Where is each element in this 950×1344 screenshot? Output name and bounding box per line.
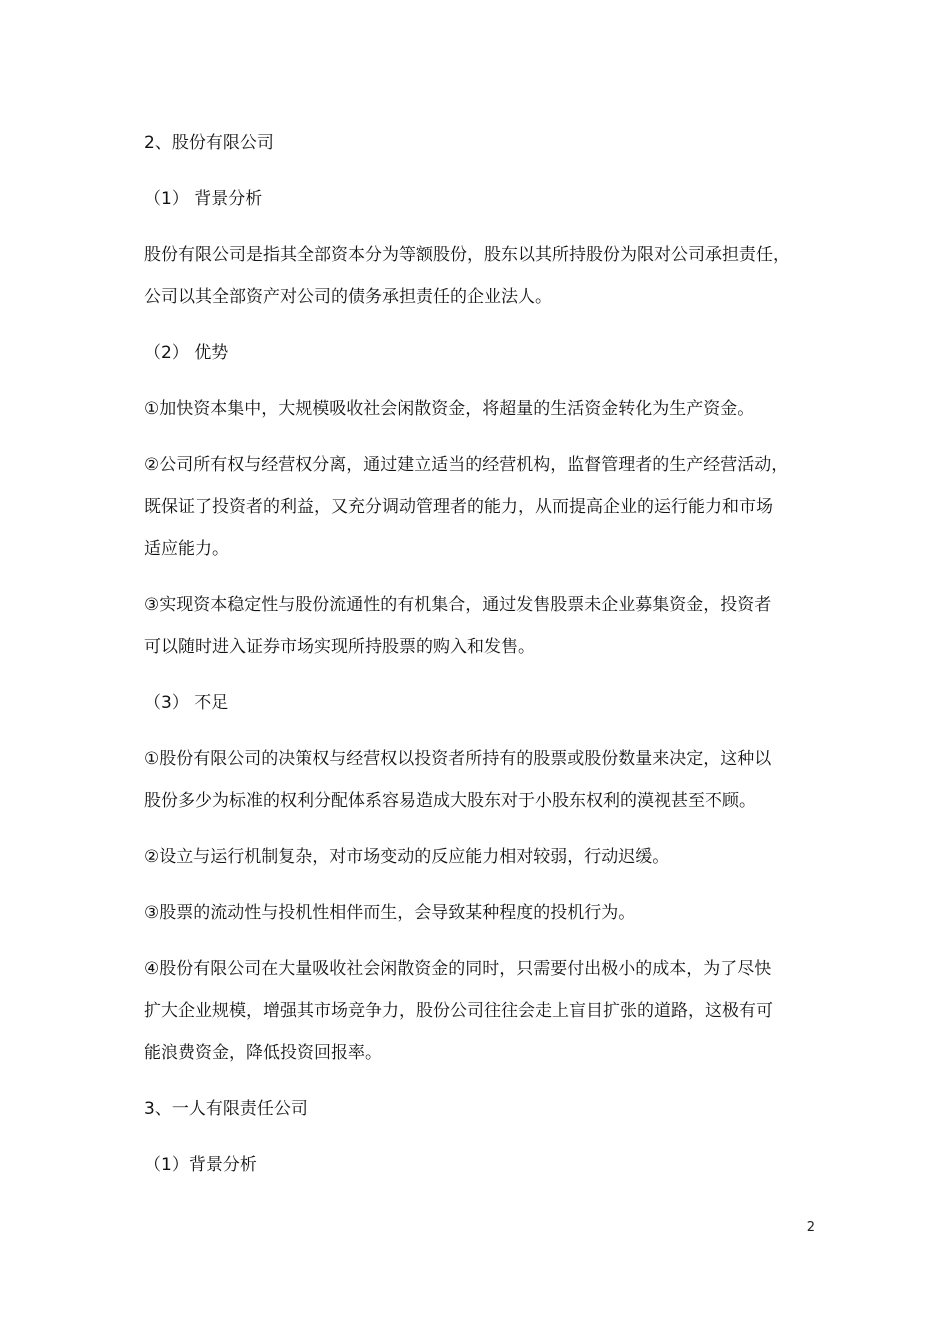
list-item — [144, 388, 834, 430]
text-line: ④股份有限公司在大量吸收社会闲散资金的同时，只需要付出极小的成本，为了尽快 — [144, 959, 772, 979]
text-line: 适应能力。 — [144, 539, 229, 559]
list-item — [144, 892, 834, 934]
section-heading — [144, 1088, 834, 1130]
text-line: ②设立与运行机制复杂，对市场变动的反应能力相对较弱，行动迟缓。 — [144, 847, 670, 867]
text-line: 2、股份有限公司 — [144, 133, 274, 153]
list-item — [144, 584, 834, 668]
document-body — [144, 122, 834, 1200]
text-line: ③实现资本稳定性与股份流通性的有机集合，通过发售股票未企业募集资金，投资者 — [144, 595, 772, 615]
subsection-heading — [144, 178, 834, 220]
text-line: 3、一人有限责任公司 — [144, 1099, 308, 1119]
page-number: 2 — [806, 1220, 815, 1235]
text-line: ①加快资本集中，大规模吸收社会闲散资金，将超量的生活资金转化为生产资金。 — [144, 399, 755, 419]
text-line: ③股票的流动性与投机性相伴而生，会导致某种程度的投机行为。 — [144, 903, 636, 923]
list-item — [144, 948, 834, 1074]
text-line: （2） 优势 — [144, 343, 229, 363]
subsection-heading — [144, 1144, 834, 1186]
list-item — [144, 738, 834, 822]
text-line: 股份多少为标准的权利分配体系容易造成大股东对于小股东权利的漠视甚至不顾。 — [144, 791, 756, 811]
text-line: 既保证了投资者的利益，又充分调动管理者的能力，从而提高企业的运行能力和市场 — [144, 497, 773, 517]
paragraph — [144, 234, 834, 318]
text-line: ②公司所有权与经营权分离，通过建立适当的经营机构，监督管理者的生产经营活动， — [144, 455, 789, 475]
section-heading — [144, 122, 834, 164]
list-item — [144, 836, 834, 878]
list-item — [144, 444, 834, 570]
subsection-heading — [144, 332, 834, 374]
subsection-heading — [144, 682, 834, 724]
text-line: 可以随时进入证券市场实现所持股票的购入和发售。 — [144, 637, 535, 657]
text-line: （1）背景分析 — [144, 1155, 257, 1175]
text-line: ①股份有限公司的决策权与经营权以投资者所持有的股票或股份数量来决定，这种以 — [144, 749, 772, 769]
text-line: 扩大企业规模，增强其市场竞争力，股份公司往往会走上盲目扩张的道路，这极有可 — [144, 1001, 773, 1021]
text-line: （3） 不足 — [144, 693, 229, 713]
text-line: （1） 背景分析 — [144, 189, 263, 209]
text-line: 能浪费资金，降低投资回报率。 — [144, 1043, 382, 1063]
text-line: 股份有限公司是指其全部资本分为等额股份，股东以其所持股份为限对公司承担责任， — [144, 245, 790, 265]
text-line: 公司以其全部资产对公司的债务承担责任的企业法人。 — [144, 287, 552, 307]
